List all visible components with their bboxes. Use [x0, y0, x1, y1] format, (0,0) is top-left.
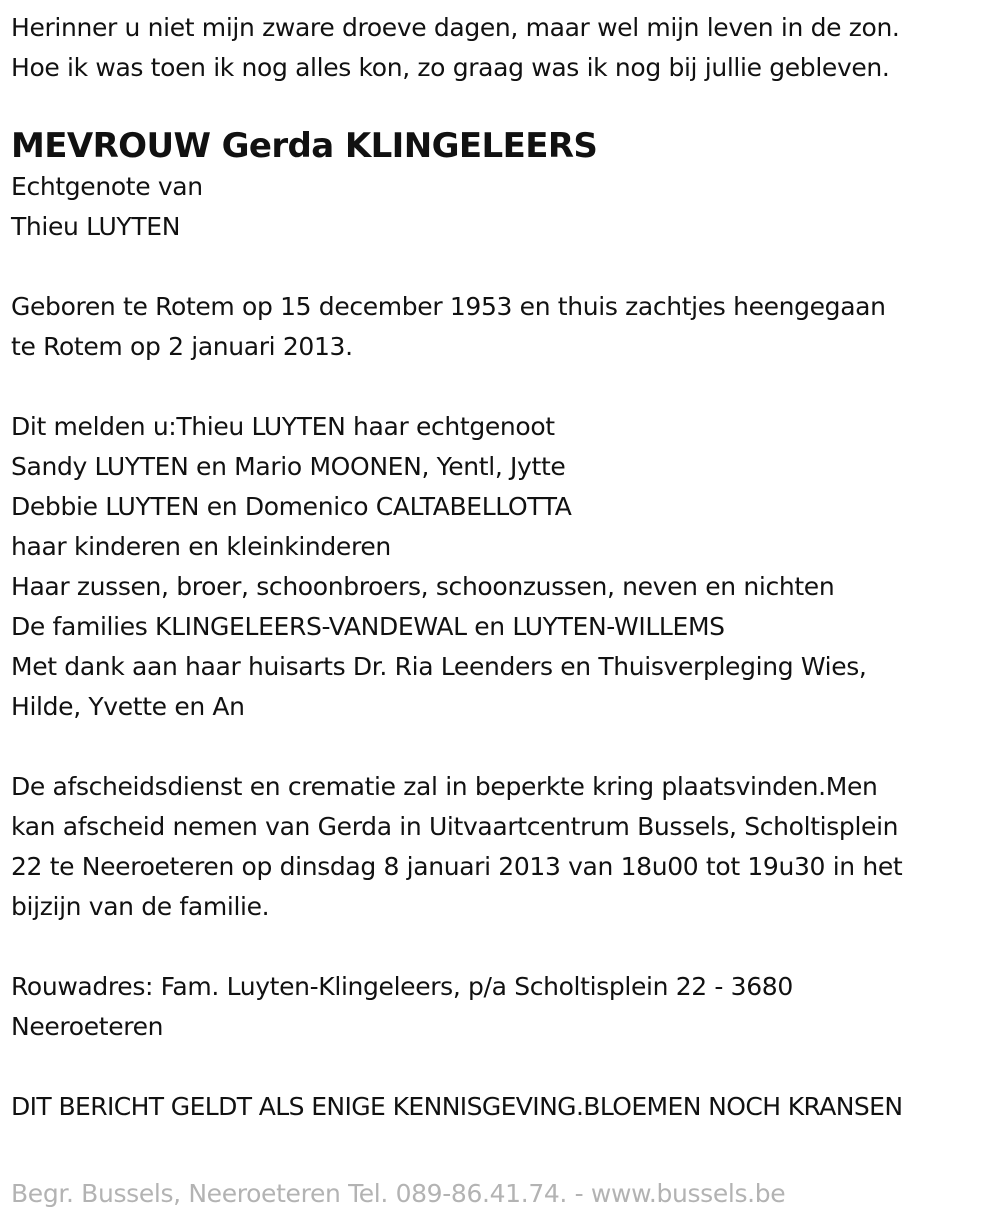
- family-line-1: Dit melden u:Thieu LUYTEN haar echtgenoot: [11, 412, 555, 441]
- spacer: [11, 367, 996, 407]
- spacer: [11, 927, 996, 967]
- family-line-6: De families KLINGELEERS-VANDEWAL en LUYTEN-WILLEMS: [11, 612, 725, 641]
- service-line-1: De afscheidsdienst en crematie zal in beperkte kring plaatsvinden.Men: [11, 772, 878, 801]
- service-line-2: kan afscheid nemen van Gerda in Uitvaartcentrum Bussels, Scholtisplein: [11, 812, 899, 841]
- spacer: [11, 727, 996, 767]
- address-line-1: Rouwadres: Fam. Luyten-Klingeleers, p/a Scholtisplein 22 - 3680: [11, 972, 793, 1001]
- birth-death-line-1: Geboren te Rotem op 15 december 1953 en thuis zachtjes heengegaan: [11, 292, 886, 321]
- birth-death-line-2: te Rotem op 2 januari 2013.: [11, 332, 353, 361]
- family-line-3: Debbie LUYTEN en Domenico CALTABELLOTTA: [11, 492, 572, 521]
- service-line-4: bijzijn van de familie.: [11, 892, 270, 921]
- spacer: [11, 247, 996, 287]
- family-block: [11, 407, 996, 727]
- spouse-line-2: Thieu LUYTEN: [11, 212, 181, 241]
- spouse-block: [11, 167, 996, 247]
- family-line-7: Met dank aan haar huisarts Dr. Ria Leenders en Thuisverpleging Wies,: [11, 652, 867, 681]
- deceased-name: MEVROUW Gerda KLINGELEERS: [11, 126, 598, 166]
- address-line-2: Neeroeteren: [11, 1012, 164, 1041]
- address-block: [11, 967, 996, 1047]
- footer-credit: Begr. Bussels, Neeroeteren Tel. 089-86.41.74. - www.bussels.be: [11, 1179, 786, 1208]
- birth-death-block: [11, 287, 996, 367]
- verse-block: [11, 8, 996, 88]
- service-line-3: 22 te Neeroeteren op dinsdag 8 januari 2013 van 18u00 tot 19u30 in het: [11, 852, 903, 881]
- spacer: [11, 1047, 996, 1087]
- service-block: [11, 767, 996, 927]
- verse-line-1: Herinner u niet mijn zware droeve dagen, maar wel mijn leven in de zon.: [11, 13, 900, 42]
- obituary-document: [11, 8, 996, 1127]
- family-line-8: Hilde, Yvette en An: [11, 692, 245, 721]
- verse-line-2: Hoe ik was toen ik nog alles kon, zo graag was ik nog bij jullie gebleven.: [11, 53, 890, 82]
- spouse-line-1: Echtgenote van: [11, 172, 203, 201]
- family-line-2: Sandy LUYTEN en Mario MOONEN, Yentl, Jytte: [11, 452, 566, 481]
- family-line-5: Haar zussen, broer, schoonbroers, schoonzussen, neven en nichten: [11, 572, 835, 601]
- notice-text: DIT BERICHT GELDT ALS ENIGE KENNISGEVING.BLOEMEN NOCH KRANSEN: [11, 1092, 903, 1121]
- family-line-4: haar kinderen en kleinkinderen: [11, 532, 391, 561]
